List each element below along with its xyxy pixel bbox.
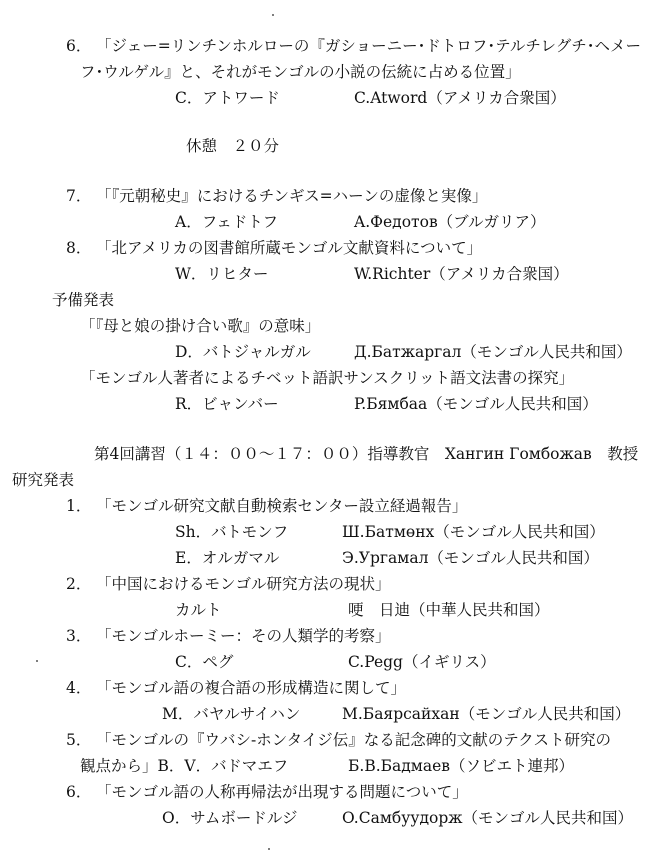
presenter-name-jp: W．リヒター: [175, 265, 269, 283]
presenter-name-jp: R．ビャンバー: [175, 395, 279, 413]
item-title: 「中国におけるモンゴル研究方法の現状」: [96, 575, 391, 593]
presenter-name-orig: Б.В.Бадмаев（ソビエト連邦）: [348, 757, 575, 775]
section-heading: 研究発表: [12, 471, 75, 489]
item-number: 1．: [66, 497, 92, 515]
scan-speck: [36, 660, 38, 662]
item-title-line2: 観点から」B．V．バドマエフ: [80, 757, 289, 775]
presenter-name-jp: D．バトジャルガル: [175, 343, 311, 361]
item-title: 「モンゴル語の複合語の形成構造に関して」: [96, 679, 407, 697]
presenter-name-orig: Ш.Батмөнх（モンゴル人民共和国）: [342, 523, 605, 541]
presenter-name-jp: M．バヤルサイハン: [162, 705, 301, 723]
item-title: 「モンゴルホーミー：その人類学的考察」: [96, 627, 391, 645]
item-number: 5．: [66, 731, 92, 749]
item-title: 「北アメリカの図書館所蔵モンゴル文献資料について」: [96, 239, 483, 257]
presenter-name-orig: W.Richter（アメリカ合衆国）: [354, 265, 569, 283]
session-header: 第4回講習（１４：００～１７：００）指導教官 Хангин Гомбожав 教授: [94, 445, 639, 463]
presenter-name-orig: M.Баярсайхан（モンゴル人民共和国）: [342, 705, 631, 723]
presenter-name-jp: O．サムボードルジ: [162, 809, 298, 827]
item-number: 7．: [66, 187, 92, 205]
item-number: 6．: [66, 37, 92, 55]
presenter-name-jp: C．アトワード: [175, 89, 280, 107]
presenter-name-orig: O.Самбуудорж（モンゴル人民共和国）: [342, 809, 634, 827]
presenter-name-jp: C．ペグ: [175, 653, 234, 671]
item-title: 「モンゴル人著者によるチベット語訳サンスクリット語文法書の探究」: [80, 369, 575, 387]
item-title-line1: 「モンゴルの『ウバシ-ホンタイジ伝』なる記念碑的文献のテクスト研究の: [96, 731, 612, 749]
item-title: 「モンゴル語の人称再帰法が出現する問題について」: [96, 783, 468, 801]
presenter-name-orig: A.Федотов（ブルガリア）: [354, 213, 546, 231]
presenter-name-orig: 哽 日迪（中華人民共和国）: [348, 601, 550, 619]
presenter-name-jp: A．フェドトフ: [175, 213, 278, 231]
presenter-name-orig: Э.Ургамал（モンゴル人民共和国）: [342, 549, 599, 567]
item-title: 「『母と娘の掛け合い歌』の意味」: [80, 317, 321, 335]
scan-speck: [268, 848, 270, 850]
item-number: 8．: [66, 239, 92, 257]
presenter-name-orig: C.Pegg（イギリス）: [348, 653, 496, 671]
item-number: 4．: [66, 679, 92, 697]
item-number: 3．: [66, 627, 92, 645]
scan-speck: [272, 14, 274, 16]
break-notice: 休憩 ２０分: [186, 137, 280, 155]
presenter-name-jp: Sh．バトモンフ: [175, 523, 289, 541]
item-number: 6．: [66, 783, 92, 801]
item-number: 2．: [66, 575, 92, 593]
presenter-name-jp: カルト: [175, 601, 222, 619]
presenter-name-orig: P.Бямбаа（モンゴル人民共和国）: [354, 395, 598, 413]
presenter-name-jp: E．オルガマル: [175, 549, 280, 567]
presenter-name-orig: C.Atword（アメリカ合衆国）: [354, 89, 566, 107]
item-title-line1: 「ジェー=リンチンホルローの『ガショーニー･ドトロフ･テルチレグチ･ヘメー: [96, 37, 641, 55]
item-title-line2: フ･ウルゲル』と、それがモンゴルの小説の伝統に占める位置」: [80, 63, 521, 81]
presenter-name-orig: Д.Батжаргал（モンゴル人民共和国）: [354, 343, 632, 361]
item-title: 「『元朝秘史』におけるチンギス=ハーンの虚像と実像」: [96, 187, 488, 205]
item-title: 「モンゴル研究文献自動検索センター設立経過報告」: [96, 497, 468, 515]
section-heading: 予備発表: [52, 291, 115, 309]
